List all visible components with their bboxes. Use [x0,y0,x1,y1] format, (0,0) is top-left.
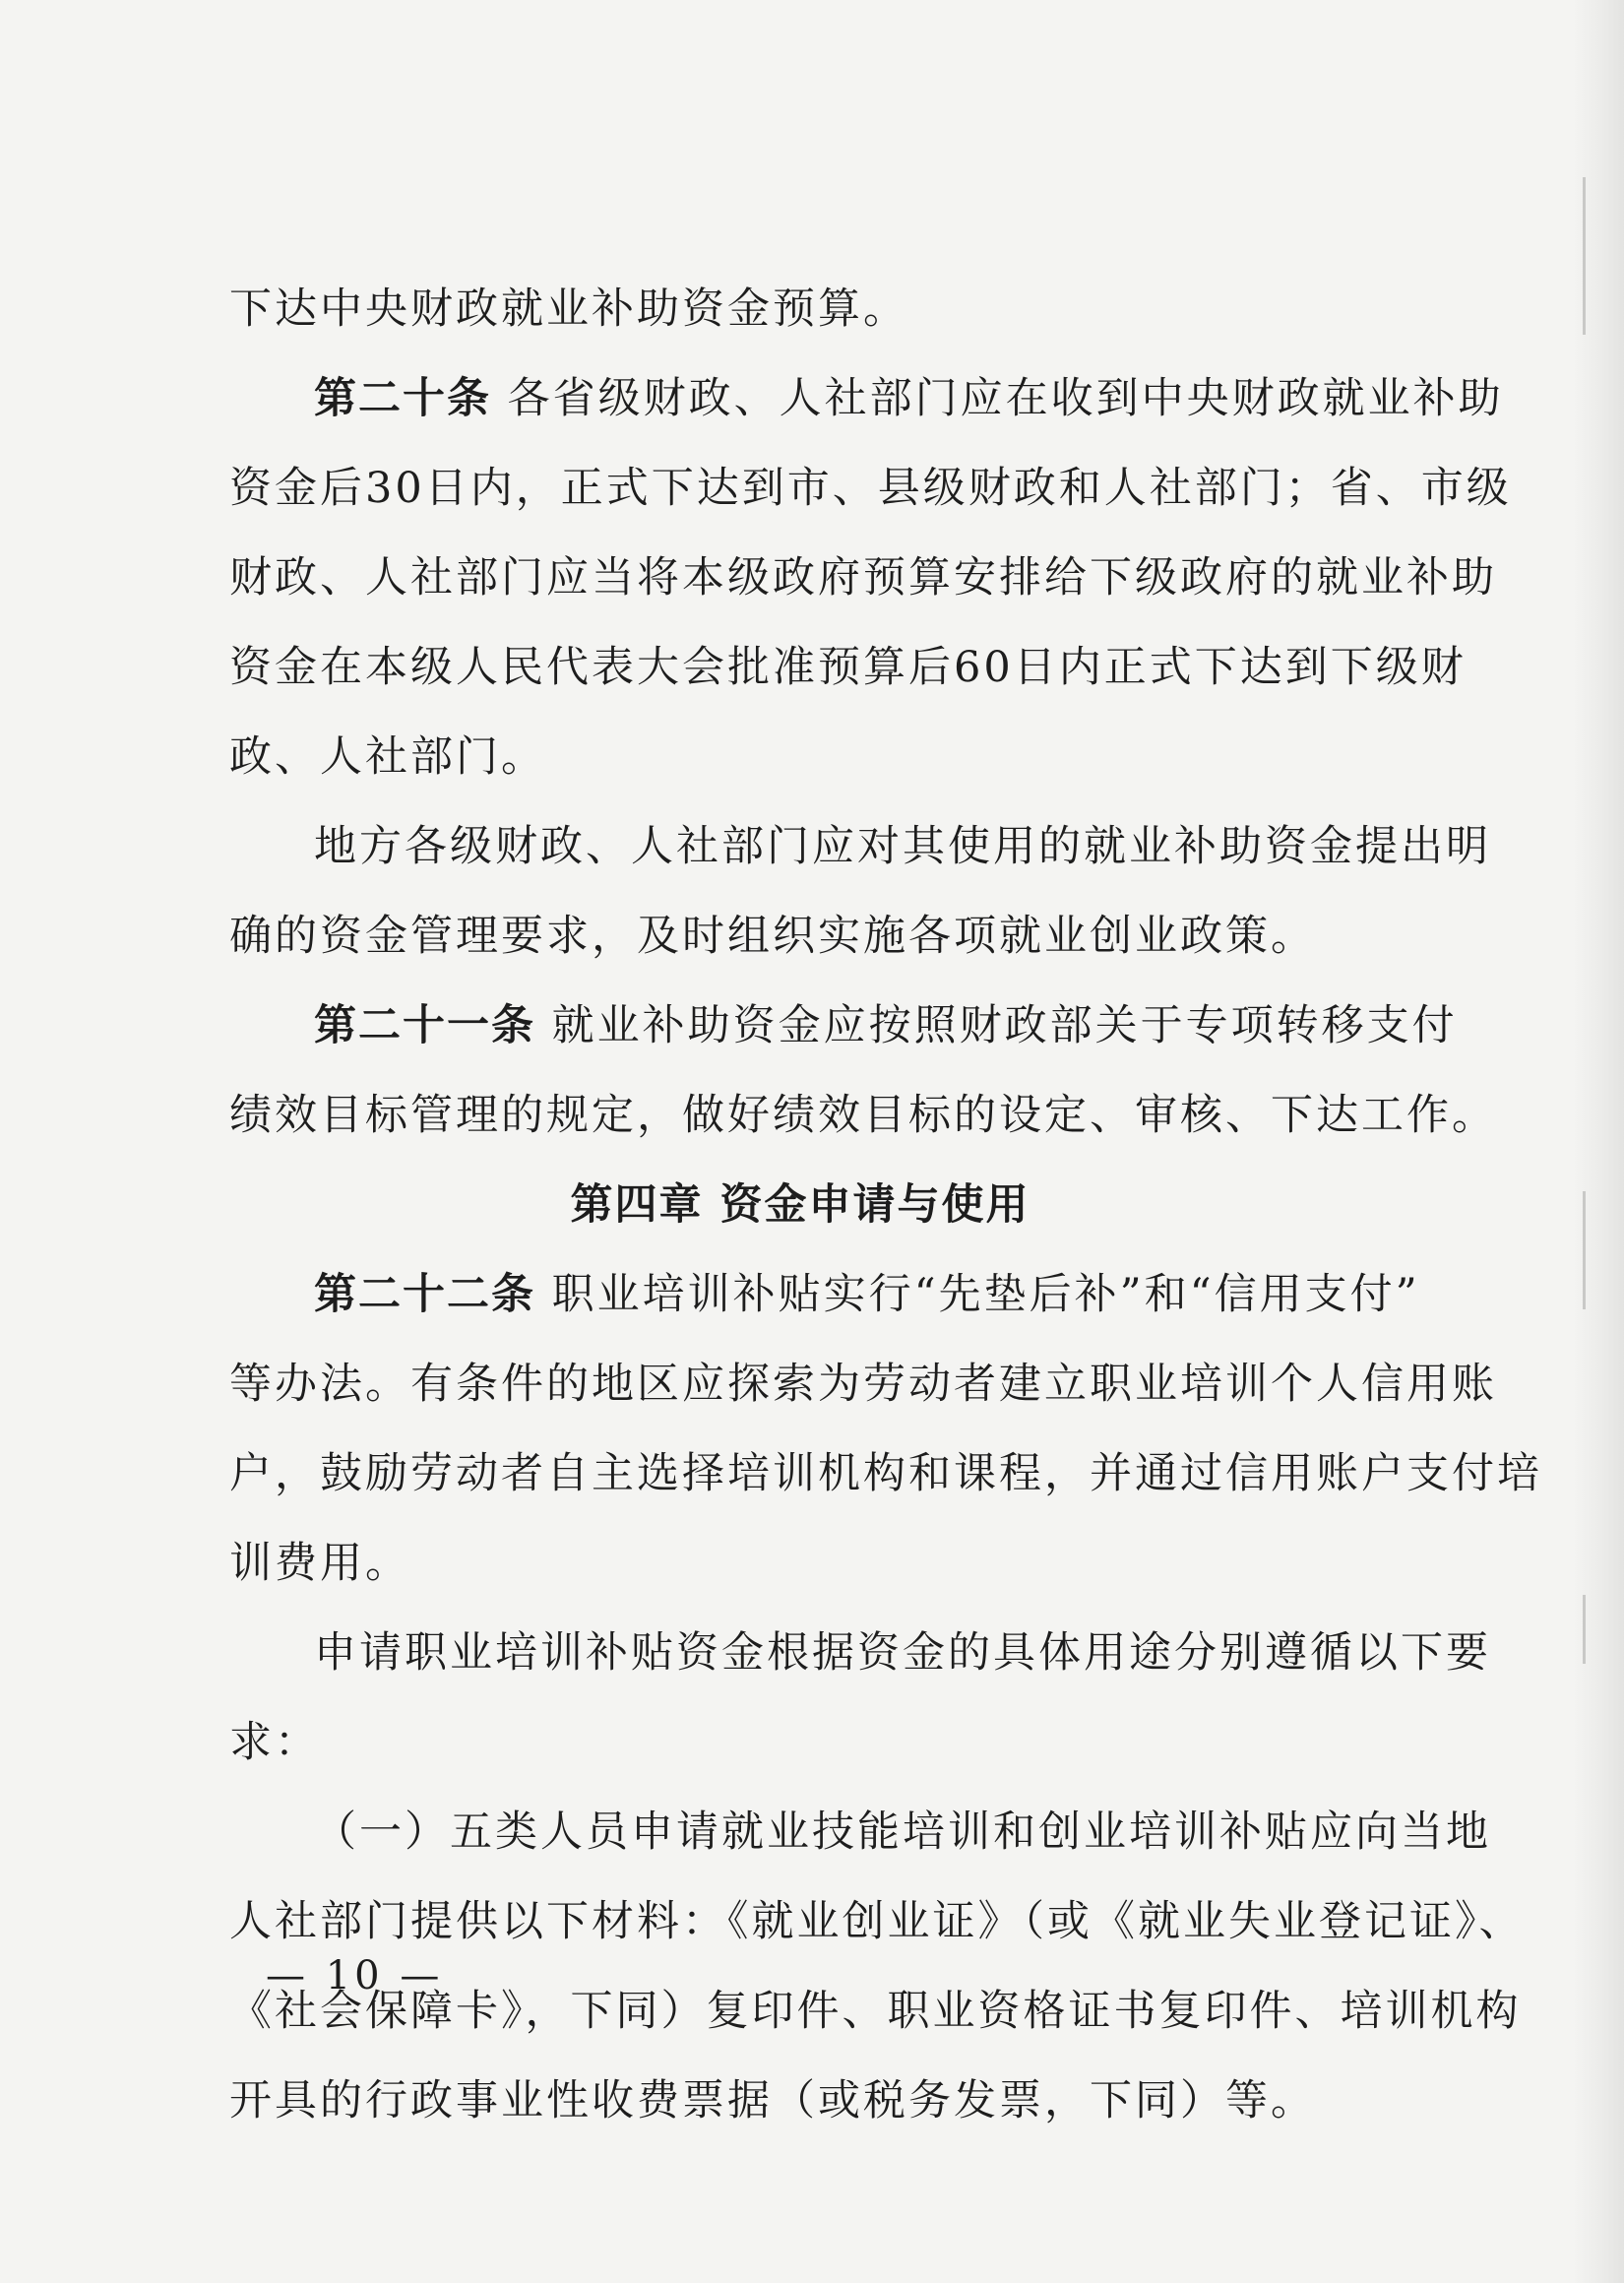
text-line-13: 户，鼓励劳动者自主选择培训机构和课程，并通过信用账户支付培 [229,1449,1542,1498]
scan-artifact-line [1583,177,1586,335]
scan-artifact-line [1583,1595,1586,1664]
article-number: 第二十条 [314,374,491,423]
text-line-18: 人社部门提供以下材料：《就业创业证》（或《就业失业登记证》、 [229,1897,1525,1946]
text-line-4: 财政、人社部门应当将本级政府预算安排给下级政府的就业补助 [229,553,1497,602]
text-line-7: 地方各级财政、人社部门应对其使用的就业补助资金提出明 [314,822,1491,871]
text-line-1: 下达中央财政就业补助资金预算。 [229,285,908,334]
chapter-title: 第四章 资金申请与使用 [570,1180,1031,1230]
scan-artifact-line [1583,1191,1586,1309]
text-line-12: 等办法。有条件的地区应探索为劳动者建立职业培训个人信用账 [229,1360,1497,1409]
text-line-14: 训费用。 [229,1539,410,1588]
text-line-6: 政、人社部门。 [229,732,546,782]
text-line-20: 开具的行政事业性收费票据（或税务发票，下同）等。 [229,2076,1316,2125]
text-line-15: 申请职业培训补贴资金根据资金的具体用途分别遵循以下要 [314,1628,1491,1678]
text-line-9: 第二十一条 就业补助资金应按照财政部关于专项转移支付 [314,1001,1458,1050]
text-line-3: 资金后30日内，正式下达到市、县级财政和人社部门；省、市级 [229,464,1512,513]
text-line-5: 资金在本级人民代表大会批准预算后60日内正式下达到下级财 [229,643,1467,692]
text-line-19: 《社会保障卡》，下同）复印件、职业资格证书复印件、培训机构 [229,1987,1522,2036]
article-number: 第二十二条 [314,1270,535,1319]
text-line-8: 确的资金管理要求，及时组织实施各项就业创业政策。 [229,912,1316,961]
article-number: 第二十一条 [314,1001,535,1050]
text-line-16: 求： [229,1718,320,1767]
text-line-10: 绩效目标管理的规定，做好绩效目标的设定、审核、下达工作。 [229,1091,1497,1140]
text-line-2: 第二十条 各省级财政、人社部门应在收到中央财政就业补助 [314,374,1504,423]
page-number: — 10 — [266,1953,444,1998]
scan-edge [1573,0,1624,2283]
text-line-11: 第二十二条 职业培训补贴实行“先垫后补”和“信用支付” [314,1270,1420,1319]
text-line-17: （一）五类人员申请就业技能培训和创业培训补贴应向当地 [314,1807,1491,1857]
document-body [229,274,1542,2155]
